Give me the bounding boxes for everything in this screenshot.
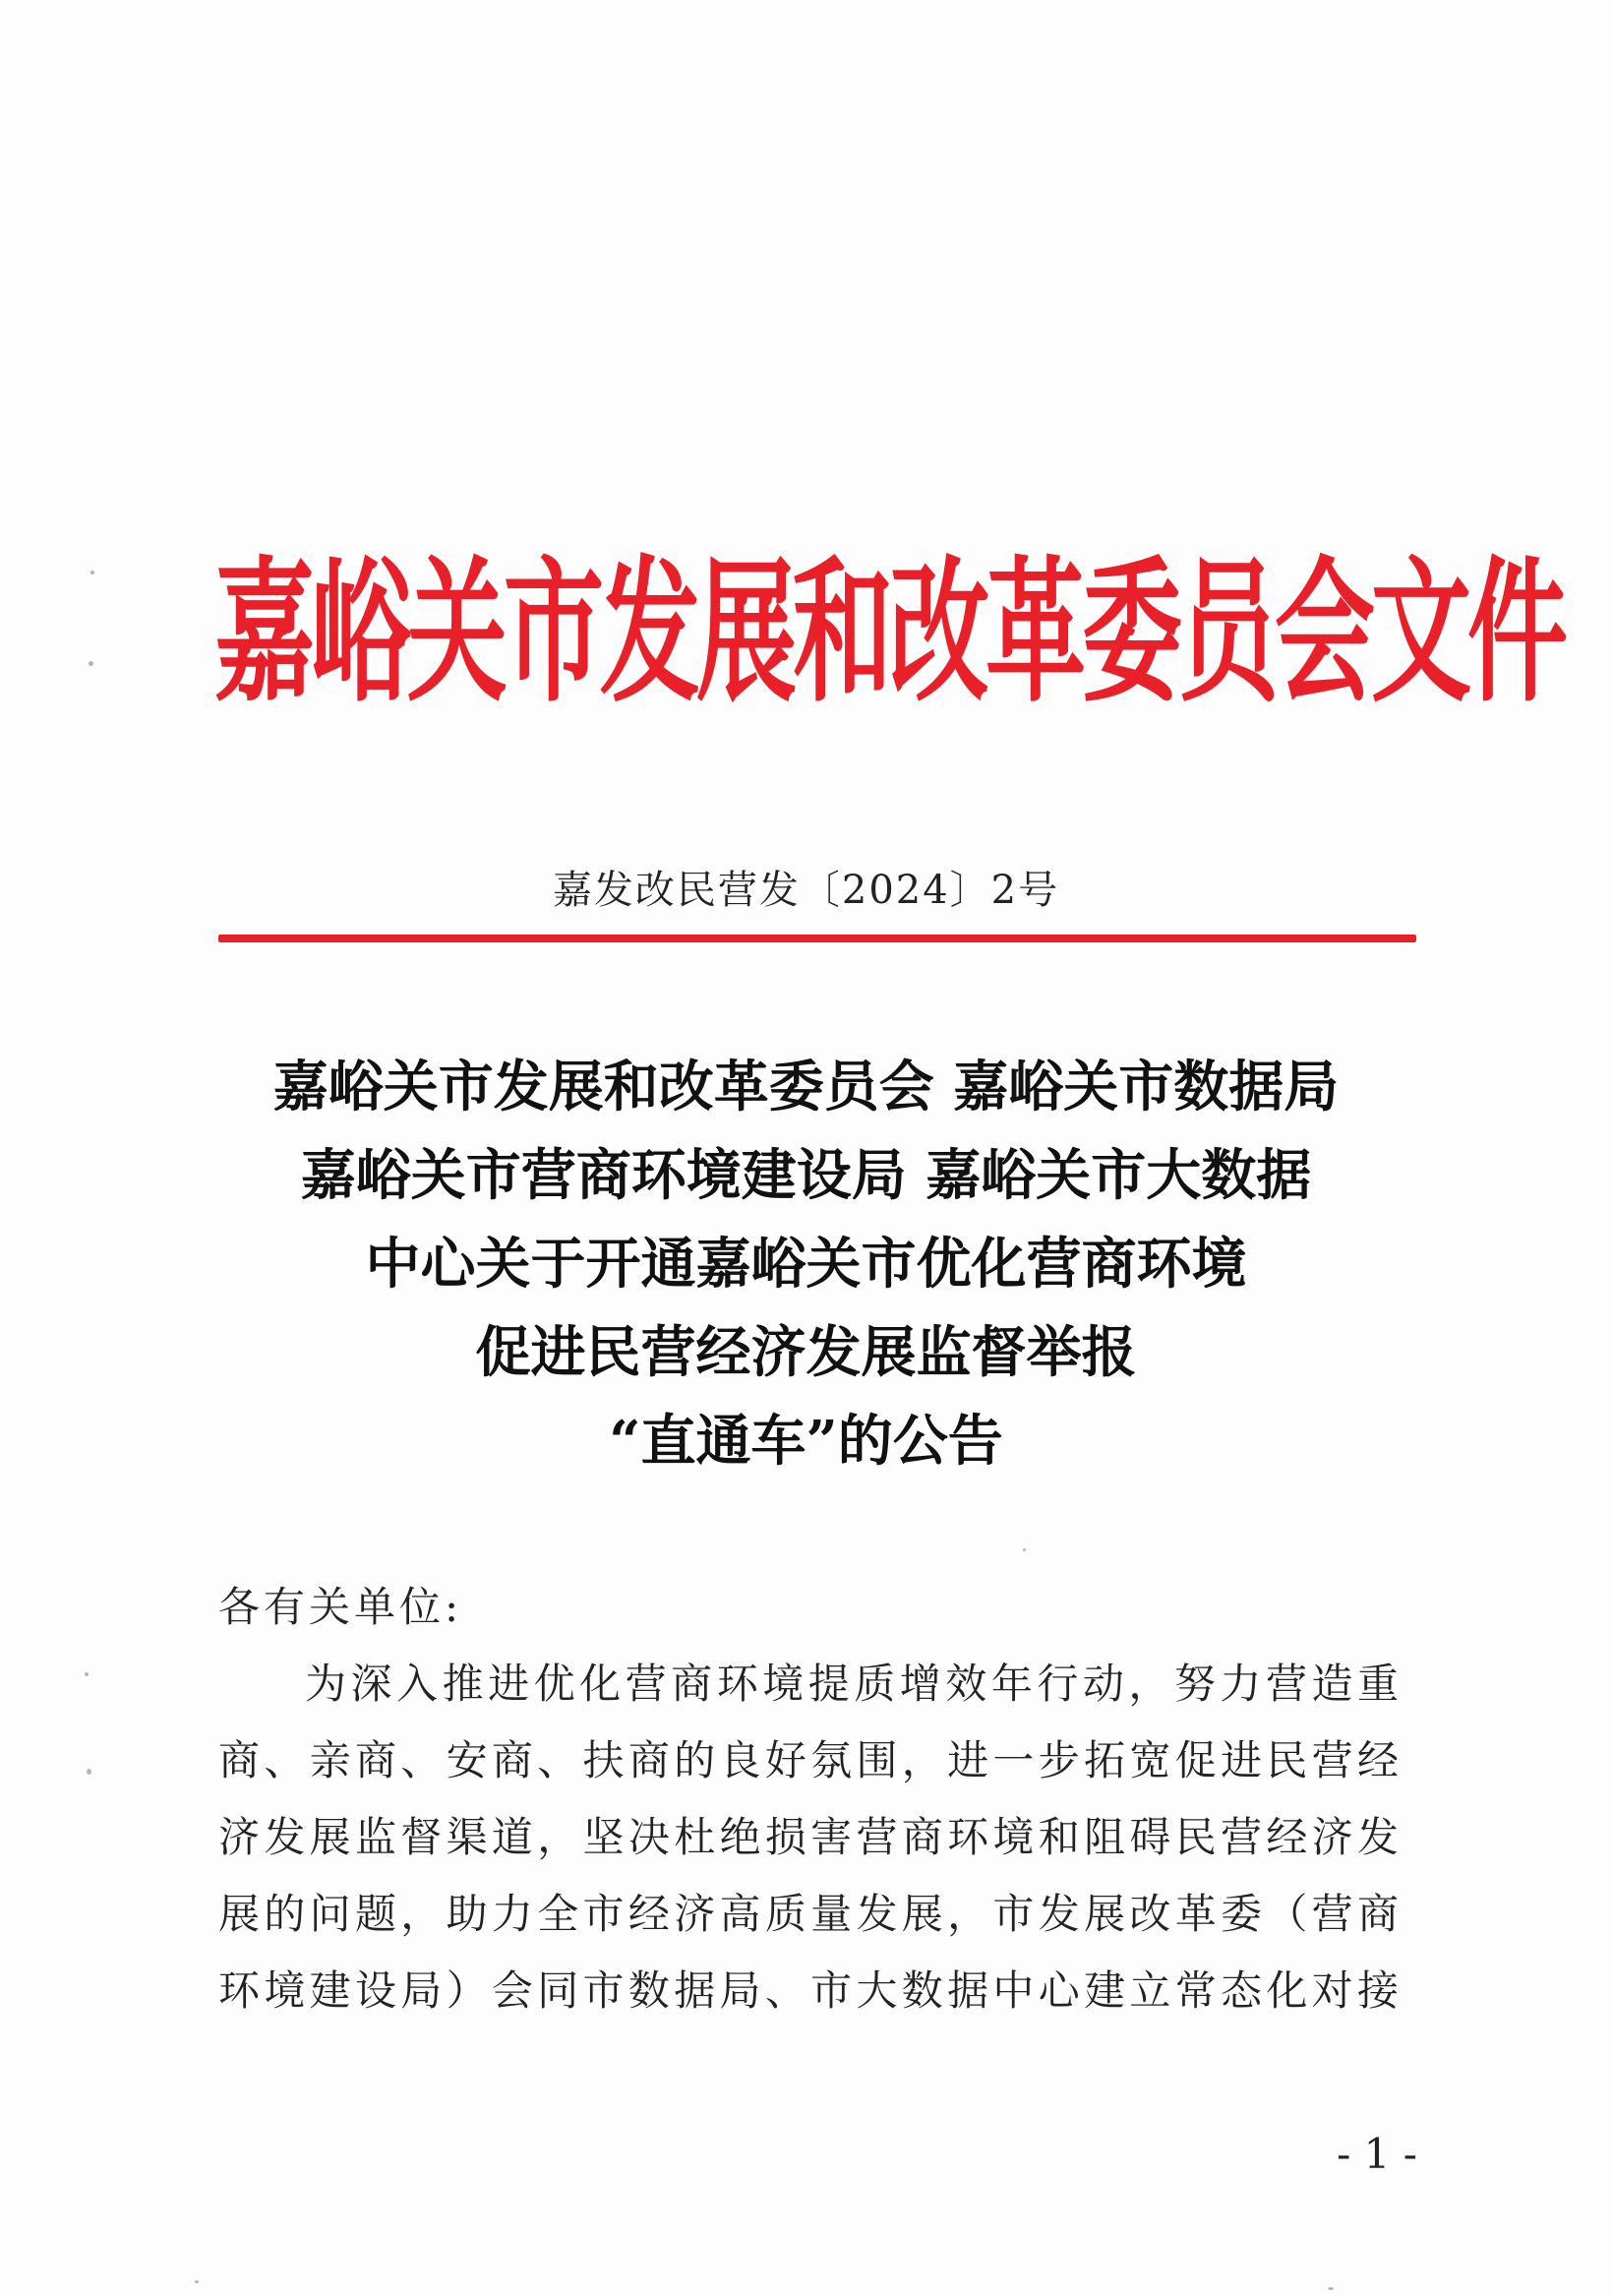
notice-title-line: 中心关于开通嘉峪关市优化营商环境 [365,1232,1247,1297]
notice-title [0,1043,1612,1485]
scan-speck [195,2280,199,2283]
scan-speck [90,571,94,574]
body-line: 济发展监督渠道，坚决杜绝损害营商环境和阻碍民营经济发 [218,1813,1399,1861]
body-line: 展的问题，助力全市经济高质量发展，市发展改革委（营商 [218,1890,1399,1938]
page-number: - 1 - [1337,2130,1417,2178]
body-line: 商、亲商、安商、扶商的良好氛围，进一步拓宽促进民营经 [218,1736,1399,1784]
issuer-header: 嘉峪关市发展和改革委员会文件 [214,543,1564,725]
scan-speck [85,1672,89,1676]
body-line: 为深入推进优化营商环境提质增效年行动，努力营造重 [305,1660,1399,1708]
notice-title-line: 嘉峪关市营商环境建设局 嘉峪关市大数据 [300,1143,1312,1208]
body-line: 环境建设局）会同市数据局、市大数据中心建立常态化对接 [218,1966,1399,2015]
notice-title-line: 嘉峪关市发展和改革委员会 嘉峪关市数据局 [272,1055,1340,1119]
scan-speck [87,1769,91,1775]
scan-speck [1023,1548,1026,1551]
red-divider-line [218,935,1416,942]
body-paragraph [218,1646,1399,2029]
document-number: 嘉发改民营发〔2024〕2号 [552,868,1060,913]
notice-title-line: “直通车”的公告 [609,1409,1003,1474]
salutation: 各有关单位: [218,1583,463,1631]
scan-speck [89,661,93,666]
notice-title-line: 促进民营经济发展监督举报 [475,1320,1137,1385]
scan-speck [1328,2287,1334,2290]
